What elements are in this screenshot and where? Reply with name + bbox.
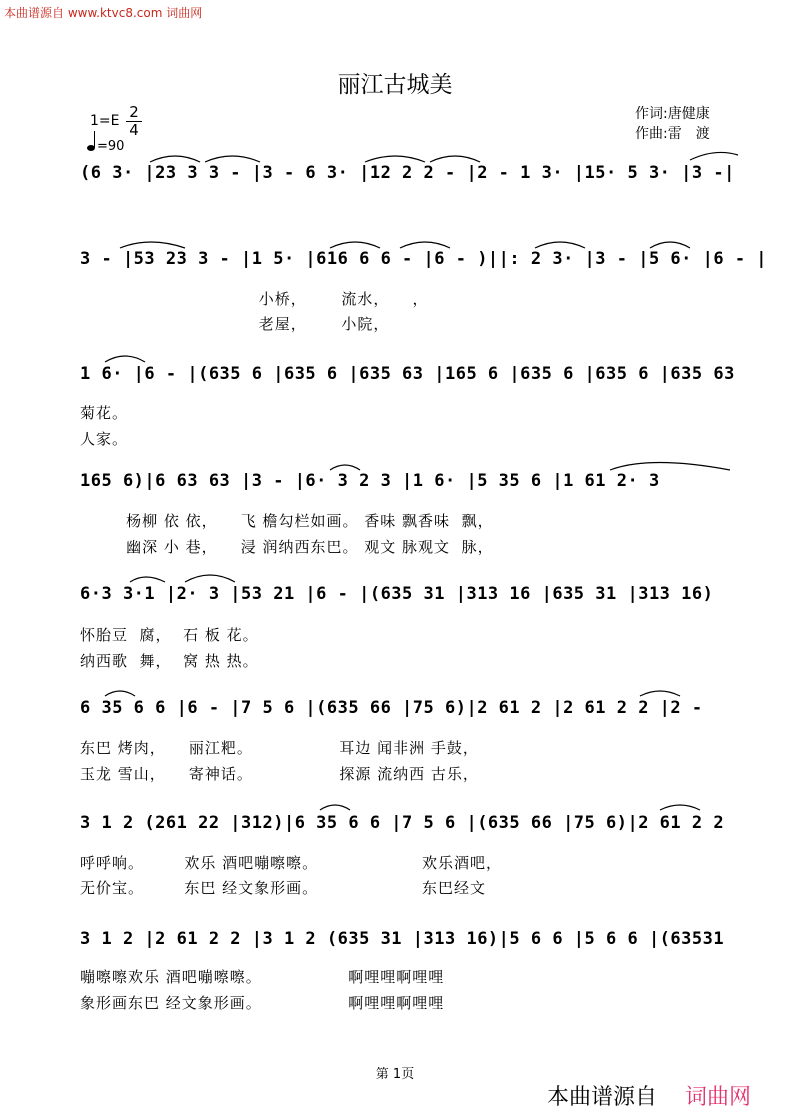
- notation-line-6: 6 35 6 6 |6 - |7 5 6 |(635 66 |75 6)|2 61 2 |2 61 2 2 |2 -: [80, 698, 703, 718]
- lyric-line-4-verse-2: 幽深 小 巷， 浸 润纳西东巴。 观文 脉观文 脉，: [80, 538, 494, 556]
- watermark-bottom-source: 本曲谱源自: [547, 1085, 658, 1110]
- time-sig-top: 2: [129, 103, 139, 121]
- notation-line-2: 3 - |53 23 3 - |1 5· |616 6 6 - |6 - )||: 2 3· |3 - |5 6· |6 - |: [80, 249, 768, 269]
- notation-line-3: 1 6· |6 - |(635 6 |635 6 |635 63 |165 6 |635 6 |635 6 |635 63: [80, 364, 735, 384]
- tempo-mark: =90: [87, 139, 124, 154]
- lyric-line-8-verse-1: 嘣嚓嚓欢乐 酒吧嘣嚓嚓。 啊哩哩啊哩哩: [80, 968, 445, 986]
- lyricist: 作词:唐健康: [635, 106, 710, 122]
- song-title: 丽江古城美: [337, 72, 453, 98]
- time-signature: [126, 104, 142, 139]
- lyric-line-5-verse-2: 纳西歌 舞， 窝 热 热。: [80, 652, 259, 670]
- lyric-line-4-verse-1: 杨柳 依 依， 飞 檐勾栏如画。 香味 飘香味 飘，: [80, 512, 494, 530]
- lyric-line-6-verse-2: 玉龙 雪山， 寄神话。 探源 流纳西 古乐，: [80, 765, 479, 783]
- watermark-bottom-site: 词曲网: [685, 1085, 752, 1110]
- lyric-line-5-verse-1: 怀胎豆 腐， 石 板 花。: [80, 626, 259, 644]
- lyric-line-6-verse-1: 东巴 烤肉， 丽江粑。 耳边 闻非洲 手鼓，: [80, 739, 479, 757]
- quarter-note-icon: [87, 145, 95, 151]
- page-number: 第 1页: [375, 1067, 415, 1082]
- lyric-line-8-verse-2: 象形画东巴 经文象形画。 啊哩哩啊哩哩: [80, 994, 445, 1012]
- watermark-top: 本曲谱源自 www.ktvc8.com 词曲网: [4, 6, 203, 20]
- lyric-line-2-verse-2: 老屋， 小院，: [80, 315, 390, 333]
- key-signature: 1=E: [90, 113, 120, 129]
- notation-line-7: 3 1 2 (261 22 |312)|6 35 6 6 |7 5 6 |(635 66 |75 6)|2 61 2 2: [80, 813, 725, 833]
- time-sig-bottom: 4: [129, 121, 139, 139]
- notation-line-4: 165 6)|6 63 63 |3 - |6· 3 2 3 |1 6· |5 35 6 |1 61 2· 3: [80, 471, 660, 491]
- lyric-line-7-verse-1: 呼呼响。 欢乐 酒吧嘣嚓嚓。 欢乐酒吧，: [80, 854, 502, 872]
- notation-line-5: 6·3 3·1 |2· 3 |53 21 |6 - |(635 31 |313 16 |635 31 |313 16): [80, 584, 714, 604]
- lyric-line-2-verse-1: 小桥， 流水， ，: [80, 290, 429, 308]
- lyric-line-3-verse-1: 菊花。: [80, 404, 129, 422]
- composer: 作曲:雷 渡: [635, 126, 710, 142]
- lyric-line-7-verse-2: 无价宝。 东巴 经文象形画。 东巴经文: [80, 879, 486, 897]
- notation-line-1: (6 3· |23 3 3 - |3 - 6 3· |12 2 2 - |2 - 1 3· |15· 5 3· |3 -|: [80, 163, 735, 183]
- lyric-line-3-verse-2: 人家。: [80, 430, 129, 448]
- notation-line-8: 3 1 2 |2 61 2 2 |3 1 2 (635 31 |313 16)|5 6 6 |5 6 6 |(63531: [80, 929, 725, 949]
